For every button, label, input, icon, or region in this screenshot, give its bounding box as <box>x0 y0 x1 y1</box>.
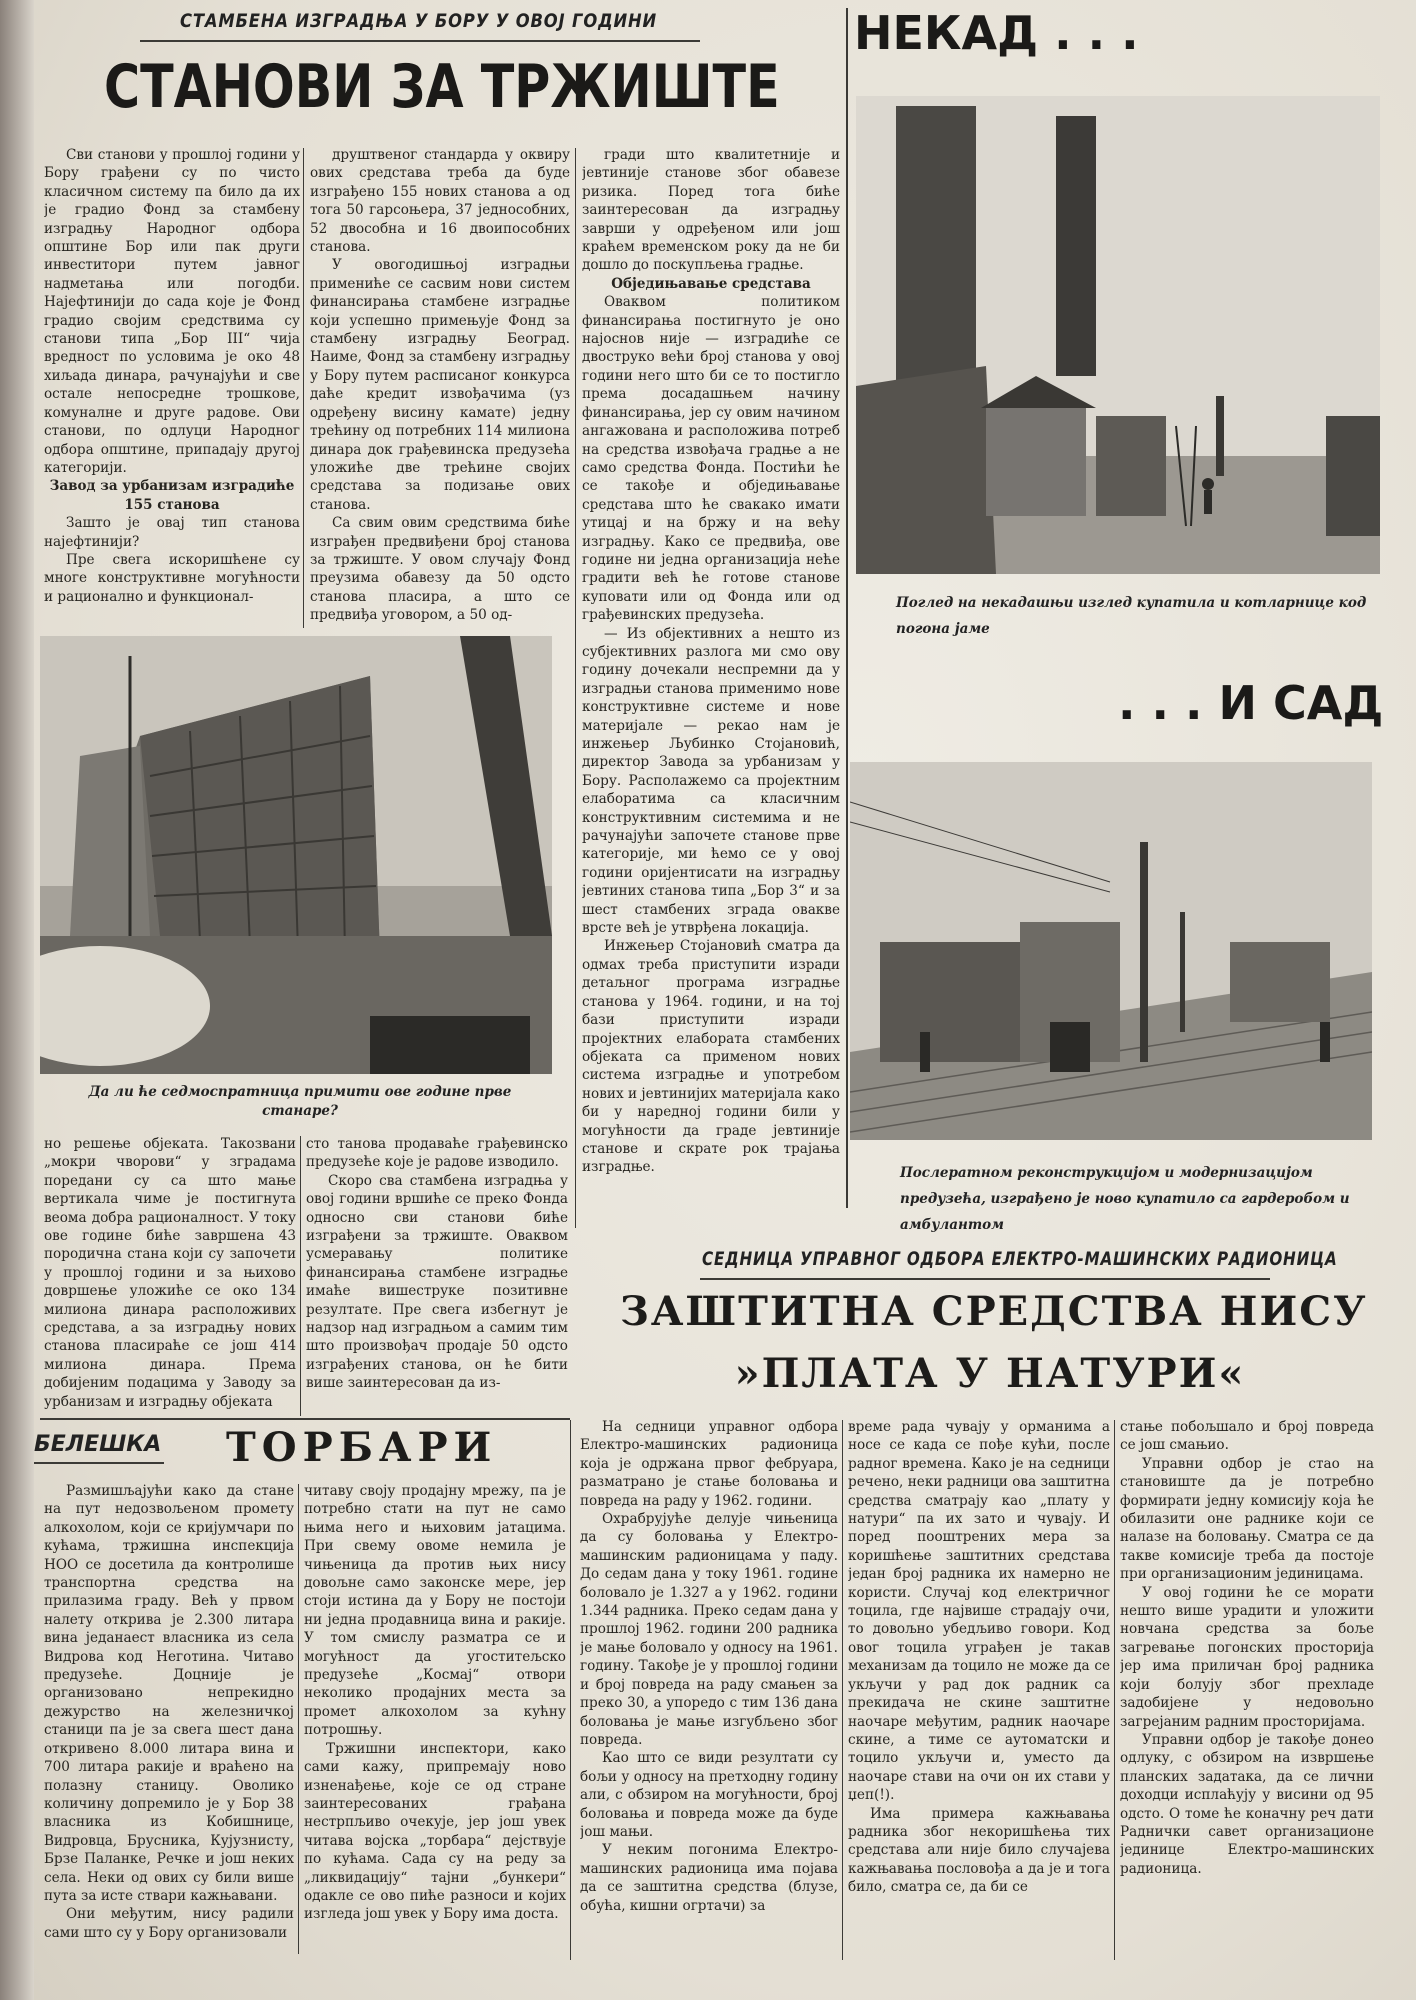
then-title: НЕКАД . . . <box>854 6 1139 60</box>
building-photo-caption: Да ли ће седмоспратница примити ове године прве станаре? <box>88 1084 512 1119</box>
top-story-col1 <box>44 146 300 630</box>
column-rule <box>575 148 576 1228</box>
top-story-col5 <box>306 1135 568 1417</box>
column-rule <box>1114 1420 1115 1960</box>
top-story-col3 <box>582 146 840 1228</box>
paragraph: стање побољшало и број повреда се још смањио. <box>1120 1419 1374 1454</box>
meeting-col2 <box>848 1418 1110 1966</box>
then-caption: Поглед на некадашњи изглед купатила и котларнице код погона јаме <box>896 595 1367 637</box>
section-rule <box>40 1418 570 1420</box>
note-col1 <box>44 1482 294 1962</box>
paragraph: Као што се види резултати су бољи у односу на претходну годину али, с обзиром на могућности, број боловања и повреда може да буде још мањи. <box>580 1750 838 1840</box>
note-col2 <box>304 1482 566 1962</box>
paragraph: Има примера кажњавања радника због некоришћења тих средстава али није било случајева кажњавања пословођа а да је и тога било, сматра се, да би се <box>848 1805 1110 1896</box>
paragraph: На седници управног одбора Електро-машинских радионица која је одржана првог фебруара, разматрано је стање боловања и повреда на раду у 1962. години. <box>580 1419 838 1509</box>
paragraph: Инжењер Стојановић сматра да одмах треба приступити изради детаљног програма изградње станова у 1964. години, и на тој бази приступити изради пројектних елабората стамбених објеката са применом нових система изградње и употребом нових и јевтинијих материјала како би у наредној години били у могућности да граде јевтиније станове и скрате рок трајања изградње. <box>582 938 840 1176</box>
paragraph: гради што квалитетније и јевтиније станове због обавезе ризика. Поред тога биће заинтересован да изградњу заврши у одређеном или још краћем временском року да не би дошло до поскупљења градње. <box>582 147 840 274</box>
paragraph: Управни одбор је стао на становиште да је потребно формирати једну комисију која ће обилазити оне раднике који се налазе на боловању. Сматра се да такве комисије треба да постоје при организационим јединицама. <box>1120 1455 1374 1583</box>
meeting-col1 <box>580 1418 838 1966</box>
column-rule <box>570 1420 571 1960</box>
kicker-underline <box>700 1278 1270 1280</box>
paragraph: Оваквом политиком финансирања постигнуто је оно најоснов није — изградиће се двоструко већи број станова у овој години него што би се то постигло према досадашњем начину финансирања, јер су овим начином ангажована и расположива потреб на средства извођача градње а не само средства Фонда. Постићи ће се такође и обједињавање средстава што ће свакако имати утицај и на бржу и на већу изградњу. Како се предвиђа, ове године ни једна организација неће градити већ ће готове станове куповати или од Фонда или од грађевинских предузећа. <box>582 294 840 624</box>
note-label: БЕЛЕШКА <box>34 1432 162 1457</box>
top-story-col2 <box>310 146 570 630</box>
paragraph: — Из објективних а нешто из субјективних разлога ми смо ову годину дочекали неспремни да у изградњи станова применимо нове конструктивне системе и нове материјале — рекао нам је инжењер Љубинко Стојановић, директор Завода за урбанизам у Бору. Располажемо са пројектним елаборатима са класичним конструктивним системима и не рачунајући започете станове прве категорије, ми ћемо се у овој години оријентисати на изградњу јевтиних станова типа „Бор 3“ и за шест стамбених зграда овакве врсте већ је утврђена локација. <box>582 625 840 937</box>
new-bathhouse-photo <box>850 762 1372 1140</box>
subheading: Обједињавање средстава <box>611 275 811 292</box>
old-bathhouse-photo <box>856 96 1380 574</box>
top-story-col4 <box>44 1135 296 1417</box>
now-caption: Послератном реконструкцијом и модернизацијом предузећа, изграђено је ново купатило са гардеробом и амбулантом <box>900 1165 1350 1233</box>
paragraph: У овогодишњој изградњи примениће се сасвим нови систем финансирања стамбене изградње који успешно примењује Фонд за стамбену изградњу Београд. Наиме, Фонд за стамбену изградњу у Бору путем расписаног конкурса даће кредит извођачима (уз одређену висину камате) једну трећину од потребних 114 милиона динара док грађевинска предузећа уложиће две трећине својих средстава за подизање ових станова. <box>310 257 570 513</box>
column-rule <box>846 8 848 1208</box>
meeting-headline-1: ЗАШТИТНА СРЕДСТВА НИСУ <box>620 1288 1368 1335</box>
paragraph: У неким погонима Електро-машинских радионица има појава да се заштитна средства (блузе, обућа, кишни огртачи) за <box>580 1842 838 1914</box>
column-rule <box>303 148 304 628</box>
paragraph: Са свим овим средствима биће изграђен предвиђени број станова за тржиште. У овом случају Фонд преузима обавезу да 50 одсто станова пласира, а што се предвиђа уговором, а 50 од- <box>310 515 570 624</box>
paragraph: Сви станови у прошлој години у Бору грађени су по чисто класичном систему па било да их је градио Фонд за стамбену изградњу Народног одбора општине Бор или пак други инвеститори путем јавног надметања или погодби. Најефтинији до сада које је Фонд градио својим средствима су станови типа „Бор III“ чија вредност по условима је око 48 хиљада динара, рачунајући и све остале непосредне трошкове, комуналне и друге радове. Ови станови, по одлуци Народног одбора општине, припадају другој категорији. <box>44 147 300 476</box>
paragraph: У овој години ће се морати нешто више урадити и уложити новчана средства за боље загревање погонских просторија јер има приличан број радника који болују због прехладе задобијене у недовољно загрејаним радним просторијама. <box>1120 1584 1374 1730</box>
meeting-headline-2: »ПЛАТА У НАТУРИ« <box>734 1350 1246 1397</box>
building-under-construction-photo <box>40 636 552 1074</box>
paragraph: сто танова продаваће грађевинско предузеће које је радове изводило. <box>306 1136 568 1171</box>
paragraph: Пре свега искоришћене су многе конструктивне могућности и рационално и функционал- <box>44 551 300 605</box>
column-rule <box>842 1420 843 1960</box>
page-fold-shadow <box>0 0 34 2000</box>
paragraph: друштвеног стандарда у оквиру ових средстава треба да буде изграђено 155 нових станова а од тога 50 гарсоњера, 37 једнособних, 52 двособна и 16 двоипособних станова. <box>310 147 570 256</box>
now-title: . . . И САД <box>1118 676 1384 730</box>
paragraph: Они међутим, нису радили сами што су у Бору организовали <box>44 1906 294 1941</box>
paragraph: време рада чувају у орманима а носе се када се пође кући, после радног времена. Како је на седници речено, неки радници ова заштитна средства сматрају као „плату у натури“ па их зато и чувају. И поред пооштрених мера за коришћење заштитних средстава један број радника их намерно не користи. Случај код електричног тоцила, где највише страдају очи, то довољно убедљиво говори. Код овог тоцила уграђен је такав механизам да тоцило не може да се укључи у рад док радник са прекидача не скине заштитне наочаре међутим, радник наочаре скине, а тиме се аутоматски и тоцило укључи и, уместо да наочаре стави на очи он их стави у џеп(!). <box>848 1419 1110 1804</box>
paragraph: Размишљајући како да стане на пут недозвољеном промету алкохолом, који се кријумчари по кућама, тржишна инспекција НОО се досетила да контролише транспортна средства на прилазима граду. Већ у првом налету открива је 2.300 литара вина једанаест власника из села Видрова код Неготина. Читаво предузеће. Доцније је организовано непрекидно дежурство на железничкој станици па је за свега шест дана откривено 8.000 литара вина и 700 литара ракије и враћено на полазну станицу. Оволико количину допремило је у Бор 38 власника из Кобишнице, Видровца, Брусника, Кујузнисту, Брзе Паланке, Речке и још неких села. Неки од ових су били више пута за исте ствари кажњавани. <box>44 1483 294 1904</box>
meeting-col3 <box>1120 1418 1374 1966</box>
paragraph: Зашто је овај тип станова најефтинији? <box>44 515 300 550</box>
paragraph: Управни одбор је такође донео одлуку, с обзиром на извршење планских задатака, да се лични доходци исплаћују у висини од 95 одсто. О томе ће коначну реч дати Раднички савет организационе јединице Електро-машинских радионица. <box>1120 1731 1374 1877</box>
column-rule <box>298 1484 299 1954</box>
top-story-kicker: СТАМБЕНА ИЗГРАДЊА У БОРУ У ОВОЈ ГОДИНИ <box>180 10 658 32</box>
paragraph: Тржишни инспектори, како сами кажу, припремају ново изненађење, које се од стране заинтересованих грађана нестрпљиво очекује, јер још увек читава војска „торбара“ дејствује по кућама. Сада су на реду за „ликвидацију“ тајни „бункери“ одакле се ово пиће разноси и којих изгледа још увек у Бору има доста. <box>304 1740 566 1923</box>
paragraph: Охрабрујуће делује чињеница да су боловања у Електро-машинским радионицама у паду. До седам дана у току 1961. године боловало је 1.327 а у 1962. години 1.344 радника. Преко седам дана у прошлој 1962. години 200 радника је мање боловало у односу на 1961. годину. Такође је у прошлој години и број повреда на раду смањен за преко 30, а упоредо с тим 136 дана боловања је мање изгубљено због повреда. <box>580 1511 838 1748</box>
paragraph: Скоро сва стамбена изградња у овој години вршиће се преко Фонда односно сви станови биће изграђени за тржиште. Оваквом усмеравању политике финансирања стамбене изградње имаће вишеструке позитивне резултате. Пре свега избегнут је надзор над изградњом а самим тим што произвођач продаје 50 одсто изграђених станова, он ће бити више заинтересован да из- <box>306 1172 568 1392</box>
top-story-headline: СТАНОВИ ЗА ТРЖИШТЕ <box>104 52 780 122</box>
kicker-underline <box>140 40 700 42</box>
paragraph: но решење објеката. Такозвани „мокри чворови“ у зградама поредани су са што мање вертикала чиме је постигнута веома добра рационалност. У току ове године биће завршена 43 породична стана који су започети у прошлој години и за њихово довршење уложиће се око 134 милиона динара расположивих средстава, а за изградњу нових станова пласираће се још 414 милиона динара. Према добијеним подацима у Заводу за урбанизам и изградњу објеката <box>44 1136 296 1410</box>
column-rule <box>300 1136 301 1416</box>
note-title: ТОРБАРИ <box>226 1424 498 1471</box>
subheading: Завод за урбанизам изградиће 155 станова <box>49 478 295 513</box>
note-label-underline <box>34 1462 164 1464</box>
meeting-kicker: СЕДНИЦА УПРАВНОГ ОДБОРА ЕЛЕКТРО-МАШИНСКИХ РАДИОНИЦА <box>702 1248 1338 1270</box>
paragraph: читаву своју продајну мрежу, па је потребно стати на пут не само њима него и њиховим јатацима. При свему овоме немила је чињеница да против њих нису довољне само законске мере, јер стоји истина да у Бору не постоји ни једна продавница вина и ракије. У том смислу разматра се и могућност да угоститељско предузеће „Космај“ отвори неколико продајних места за промет алкохолом за кућну потрошњу. <box>304 1483 566 1739</box>
